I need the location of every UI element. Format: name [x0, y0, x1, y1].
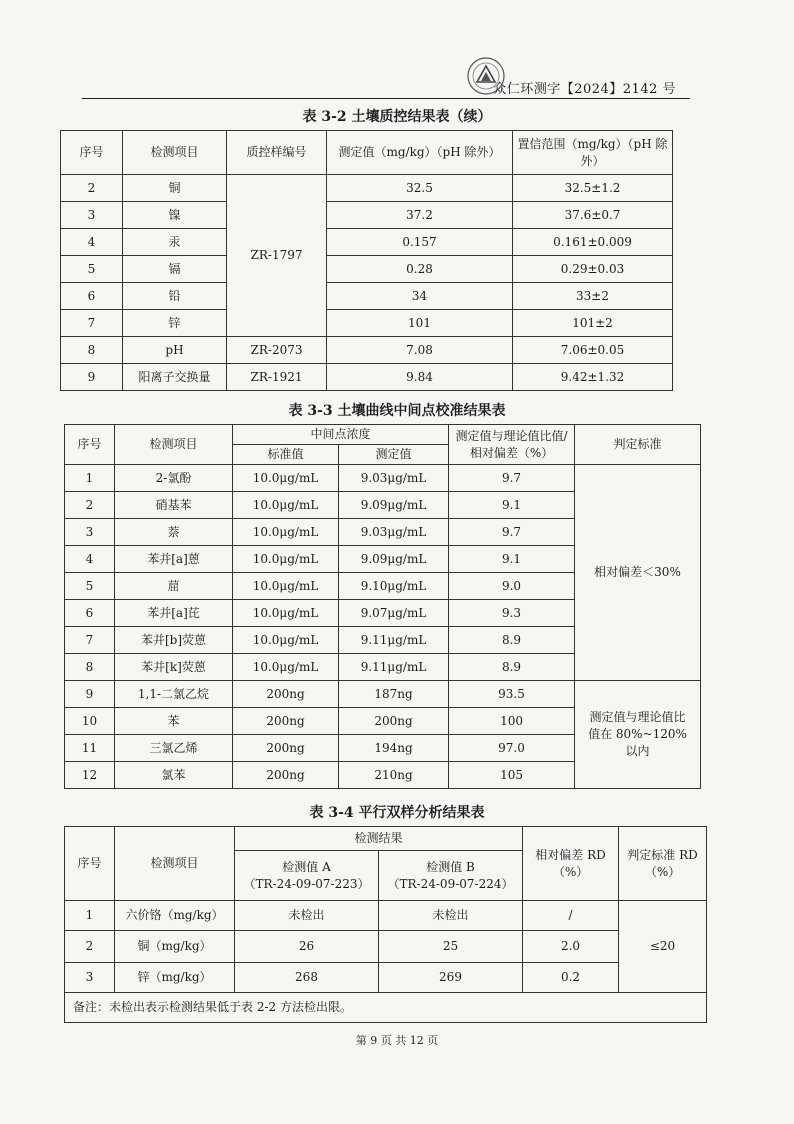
cell-range: 32.5±1.2	[513, 175, 673, 202]
cell-no: 7	[61, 310, 123, 337]
table-note: 备注：未检出表示检测结果低于表 2-2 方法检出限。	[65, 993, 707, 1023]
cell-item: pH	[123, 337, 227, 364]
cell-std: 10.0μg/mL	[233, 465, 339, 492]
header-mid-concentration: 中间点浓度	[233, 425, 449, 445]
cell-no: 1	[65, 901, 115, 931]
cell-b: 25	[379, 931, 523, 963]
cell-range: 33±2	[513, 283, 673, 310]
table-row	[61, 175, 673, 202]
cell-std: 10.0μg/mL	[233, 546, 339, 573]
page-footer: 第 9 页 共 12 页	[355, 1034, 439, 1047]
table-row	[65, 465, 701, 492]
cell-meas: 9.09μg/mL	[339, 492, 449, 519]
table-note-row	[65, 993, 707, 1023]
cell-value: 0.157	[327, 229, 513, 256]
cell-item: 镉	[123, 256, 227, 283]
cell-item: 锌（mg/kg）	[115, 963, 235, 993]
cell-no: 9	[65, 681, 115, 708]
cell-ratio: 9.3	[449, 600, 575, 627]
header-range: 置信范围（mg/kg）（pH 除外）	[513, 131, 673, 175]
cell-meas: 200ng	[339, 708, 449, 735]
cell-ratio: 9.1	[449, 492, 575, 519]
header-no: 序号	[61, 131, 123, 175]
cell-no: 6	[61, 283, 123, 310]
header-item: 检测项目	[115, 827, 235, 901]
cell-criteria-value: ≤20	[619, 901, 707, 993]
header-item: 检测项目	[115, 425, 233, 465]
cell-no: 4	[61, 229, 123, 256]
cell-no: 11	[65, 735, 115, 762]
cell-meas: 9.07μg/mL	[339, 600, 449, 627]
table-row	[65, 681, 701, 708]
cell-std: 10.0μg/mL	[233, 600, 339, 627]
header-value-a	[235, 851, 379, 901]
cell-a: 268	[235, 963, 379, 993]
cell-ratio: 97.0	[449, 735, 575, 762]
cell-meas: 9.03μg/mL	[339, 465, 449, 492]
cell-merged-sample: ZR-1797	[227, 175, 327, 337]
cell-value: 0.28	[327, 256, 513, 283]
cell-meas: 9.03μg/mL	[339, 519, 449, 546]
cell-ratio: 8.9	[449, 654, 575, 681]
cell-no: 2	[61, 175, 123, 202]
cell-value: 7.08	[327, 337, 513, 364]
table-3-4-caption: 表 3-4 平行双样分析结果表	[309, 805, 485, 821]
table-row	[61, 283, 673, 310]
cell-range: 37.6±0.7	[513, 202, 673, 229]
table-3-4	[64, 826, 707, 1023]
cell-a: 26	[235, 931, 379, 963]
cell-no: 12	[65, 762, 115, 789]
cell-item: 锌	[123, 310, 227, 337]
cell-value: 9.84	[327, 364, 513, 391]
cell-item: 苯	[115, 708, 233, 735]
cell-b: 269	[379, 963, 523, 993]
header-std: 标准值	[233, 445, 339, 465]
cell-value: 101	[327, 310, 513, 337]
cell-ratio: 9.7	[449, 465, 575, 492]
cell-item: 镍	[123, 202, 227, 229]
cell-item: 六价铬（mg/kg）	[115, 901, 235, 931]
table-row	[65, 901, 707, 931]
header-no: 序号	[65, 425, 115, 465]
cell-meas: 9.10μg/mL	[339, 573, 449, 600]
table-row	[61, 202, 673, 229]
cell-sample: ZR-2073	[227, 337, 327, 364]
table-3-2	[60, 130, 673, 391]
cell-std: 200ng	[233, 735, 339, 762]
header-rule	[82, 98, 690, 99]
cell-std: 200ng	[233, 708, 339, 735]
table-3-2-caption: 表 3-2 土壤质控结果表（续）	[302, 109, 492, 125]
cell-meas: 9.11μg/mL	[339, 627, 449, 654]
cell-value: 34	[327, 283, 513, 310]
cell-std: 200ng	[233, 681, 339, 708]
header-no: 序号	[65, 827, 115, 901]
cell-no: 6	[65, 600, 115, 627]
cell-ratio: 105	[449, 762, 575, 789]
value-a-sample-id: （TR-24-09-07-223）	[243, 876, 370, 891]
cell-no: 3	[65, 963, 115, 993]
header-value-b	[379, 851, 523, 901]
header-results: 检测结果	[235, 827, 523, 851]
cell-ratio: 9.0	[449, 573, 575, 600]
cell-range: 0.161±0.009	[513, 229, 673, 256]
cell-no: 9	[61, 364, 123, 391]
header-sample: 质控样编号	[227, 131, 327, 175]
cell-no: 3	[65, 519, 115, 546]
table-header-row	[65, 425, 701, 445]
cell-item: 硝基苯	[115, 492, 233, 519]
header-rd: 相对偏差 RD（%）	[523, 827, 619, 901]
cell-ratio: 9.1	[449, 546, 575, 573]
header-criteria: 判定标准 RD（%）	[619, 827, 707, 901]
cell-sample: ZR-1921	[227, 364, 327, 391]
cell-value: 32.5	[327, 175, 513, 202]
cell-item: 苯并[k]荧蒽	[115, 654, 233, 681]
cell-item: 苯并[b]荧蒽	[115, 627, 233, 654]
cell-item: 苯并[a]蒽	[115, 546, 233, 573]
cell-b: 未检出	[379, 901, 523, 931]
table-row	[61, 364, 673, 391]
value-b-sample-id: （TR-24-09-07-224）	[387, 876, 514, 891]
cell-item: 汞	[123, 229, 227, 256]
cell-no: 2	[65, 931, 115, 963]
header-ratio: 测定值与理论值比值/相对偏差（%）	[449, 425, 575, 465]
cell-std: 10.0μg/mL	[233, 654, 339, 681]
cell-std: 200ng	[233, 762, 339, 789]
cell-item: 铜	[123, 175, 227, 202]
cell-no: 8	[65, 654, 115, 681]
cell-rd: /	[523, 901, 619, 931]
cell-std: 10.0μg/mL	[233, 573, 339, 600]
cell-item: 2-氯酚	[115, 465, 233, 492]
cell-ratio: 100	[449, 708, 575, 735]
cell-no: 3	[61, 202, 123, 229]
cell-range: 9.42±1.32	[513, 364, 673, 391]
cell-no: 10	[65, 708, 115, 735]
cell-item: 阳离子交换量	[123, 364, 227, 391]
cell-no: 1	[65, 465, 115, 492]
cell-a: 未检出	[235, 901, 379, 931]
cell-item: 苯并[a]芘	[115, 600, 233, 627]
cell-no: 2	[65, 492, 115, 519]
value-a-label: 检测值 A	[282, 859, 331, 874]
header-criteria: 判定标准	[575, 425, 701, 465]
cell-item: 氯苯	[115, 762, 233, 789]
table-row	[61, 256, 673, 283]
table-header-row	[65, 827, 707, 851]
cell-value: 37.2	[327, 202, 513, 229]
table-row	[61, 229, 673, 256]
header-value: 测定值（mg/kg）（pH 除外）	[327, 131, 513, 175]
cell-item: 䓛	[115, 573, 233, 600]
cell-range: 0.29±0.03	[513, 256, 673, 283]
cell-range: 101±2	[513, 310, 673, 337]
cell-meas: 194ng	[339, 735, 449, 762]
cell-no: 7	[65, 627, 115, 654]
table-row	[61, 337, 673, 364]
table-row	[61, 310, 673, 337]
table-header-row	[61, 131, 673, 175]
table-3-3-caption: 表 3-3 土壤曲线中间点校准结果表	[288, 403, 506, 419]
cell-item: 萘	[115, 519, 233, 546]
cell-std: 10.0μg/mL	[233, 492, 339, 519]
cell-std: 10.0μg/mL	[233, 519, 339, 546]
cell-criteria-1: 相对偏差＜30%	[575, 465, 701, 681]
cell-std: 10.0μg/mL	[233, 627, 339, 654]
cell-ratio: 93.5	[449, 681, 575, 708]
cell-range: 7.06±0.05	[513, 337, 673, 364]
cell-item: 铅	[123, 283, 227, 310]
cell-no: 4	[65, 546, 115, 573]
cell-criteria-2: 测定值与理论值比值在 80%~120%以内	[575, 681, 701, 789]
cell-meas: 9.11μg/mL	[339, 654, 449, 681]
cell-meas: 210ng	[339, 762, 449, 789]
cell-meas: 9.09μg/mL	[339, 546, 449, 573]
table-3-3	[64, 424, 701, 789]
cell-meas: 187ng	[339, 681, 449, 708]
value-b-label: 检测值 B	[426, 859, 475, 874]
cell-item: 铜（mg/kg）	[115, 931, 235, 963]
cell-item: 1,1-二氯乙烷	[115, 681, 233, 708]
cell-rd: 2.0	[523, 931, 619, 963]
cell-item: 三氯乙烯	[115, 735, 233, 762]
header-item: 检测项目	[123, 131, 227, 175]
cell-ratio: 9.7	[449, 519, 575, 546]
table-row	[65, 931, 707, 963]
cell-ratio: 8.9	[449, 627, 575, 654]
header-meas: 测定值	[339, 445, 449, 465]
table-row	[65, 963, 707, 993]
cell-no: 5	[65, 573, 115, 600]
cell-rd: 0.2	[523, 963, 619, 993]
cell-no: 5	[61, 256, 123, 283]
cell-no: 8	[61, 337, 123, 364]
report-number: 众仁环测字【2024】2142 号	[493, 82, 676, 97]
